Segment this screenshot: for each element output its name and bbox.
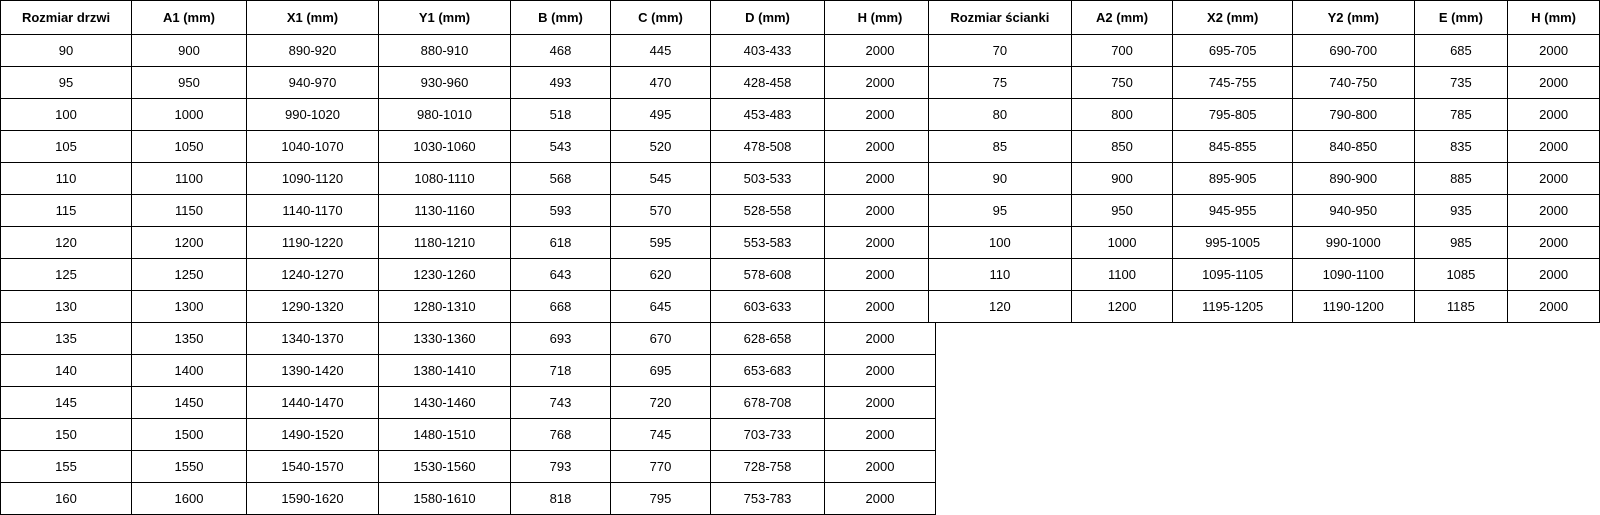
cell-h: 2000	[1508, 227, 1600, 259]
cell-y1: 1230-1260	[379, 259, 511, 291]
cell-e: 985	[1414, 227, 1508, 259]
cell-y2: 740-750	[1292, 67, 1414, 99]
cell-b: 768	[511, 419, 611, 451]
cell-c: 745	[611, 419, 711, 451]
cell-h: 2000	[825, 227, 936, 259]
cell-x2: 1195-1205	[1173, 291, 1293, 323]
cell-x2: 945-955	[1173, 195, 1293, 227]
cell-b: 743	[511, 387, 611, 419]
cell-h: 2000	[825, 323, 936, 355]
cell-b: 643	[511, 259, 611, 291]
cell-h: 2000	[825, 131, 936, 163]
cell-h: 2000	[1508, 291, 1600, 323]
cell-d: 603-633	[711, 291, 825, 323]
table-row	[1, 35, 936, 67]
cell-b: 518	[511, 99, 611, 131]
cell-rozmiar-scianki: 90	[929, 163, 1072, 195]
table-row	[929, 131, 1600, 163]
cell-d: 628-658	[711, 323, 825, 355]
cell-a2: 1100	[1071, 259, 1173, 291]
column-header-d: D (mm)	[711, 1, 825, 35]
table-row	[1, 67, 936, 99]
column-header-b: B (mm)	[511, 1, 611, 35]
cell-d: 753-783	[711, 483, 825, 515]
cell-e: 785	[1414, 99, 1508, 131]
cell-y1: 1530-1560	[379, 451, 511, 483]
cell-x2: 895-905	[1173, 163, 1293, 195]
cell-rozmiar-drzwi: 140	[1, 355, 132, 387]
table-row	[929, 291, 1600, 323]
table-row	[1, 131, 936, 163]
table-row	[1, 195, 936, 227]
cell-x2: 995-1005	[1173, 227, 1293, 259]
cell-rozmiar-drzwi: 110	[1, 163, 132, 195]
cell-c: 795	[611, 483, 711, 515]
column-header-rozmiar-scianki: Rozmiar ścianki	[929, 1, 1072, 35]
cell-x1: 1040-1070	[247, 131, 379, 163]
cell-d: 478-508	[711, 131, 825, 163]
cell-a1: 950	[132, 67, 247, 99]
cell-a1: 1400	[132, 355, 247, 387]
cell-rozmiar-scianki: 70	[929, 35, 1072, 67]
cell-rozmiar-drzwi: 120	[1, 227, 132, 259]
cell-y2: 1190-1200	[1292, 291, 1414, 323]
table-row	[1, 99, 936, 131]
cell-b: 543	[511, 131, 611, 163]
cell-rozmiar-drzwi: 160	[1, 483, 132, 515]
cell-rozmiar-scianki: 100	[929, 227, 1072, 259]
cell-rozmiar-scianki: 75	[929, 67, 1072, 99]
cell-c: 645	[611, 291, 711, 323]
cell-h: 2000	[825, 387, 936, 419]
cell-d: 403-433	[711, 35, 825, 67]
cell-a1: 900	[132, 35, 247, 67]
cell-rozmiar-scianki: 110	[929, 259, 1072, 291]
cell-e: 735	[1414, 67, 1508, 99]
cell-h: 2000	[825, 483, 936, 515]
cell-x2: 795-805	[1173, 99, 1293, 131]
cell-a1: 1500	[132, 419, 247, 451]
cell-c: 520	[611, 131, 711, 163]
walls-dimensions-table	[928, 0, 1600, 323]
cell-h: 2000	[825, 451, 936, 483]
cell-b: 718	[511, 355, 611, 387]
cell-y1: 1580-1610	[379, 483, 511, 515]
cell-x1: 1590-1620	[247, 483, 379, 515]
cell-rozmiar-drzwi: 125	[1, 259, 132, 291]
cell-h: 2000	[825, 419, 936, 451]
cell-d: 578-608	[711, 259, 825, 291]
cell-rozmiar-scianki: 80	[929, 99, 1072, 131]
cell-a2: 950	[1071, 195, 1173, 227]
cell-x2: 845-855	[1173, 131, 1293, 163]
cell-x2: 745-755	[1173, 67, 1293, 99]
walls-table-head	[929, 1, 1600, 35]
cell-x1: 1190-1220	[247, 227, 379, 259]
cell-rozmiar-drzwi: 100	[1, 99, 132, 131]
table-row	[1, 227, 936, 259]
cell-rozmiar-drzwi: 105	[1, 131, 132, 163]
cell-h: 2000	[825, 35, 936, 67]
cell-y1: 930-960	[379, 67, 511, 99]
cell-rozmiar-drzwi: 150	[1, 419, 132, 451]
column-header-h: H (mm)	[825, 1, 936, 35]
column-header-a2: A2 (mm)	[1071, 1, 1173, 35]
cell-h: 2000	[1508, 67, 1600, 99]
cell-c: 595	[611, 227, 711, 259]
cell-e: 835	[1414, 131, 1508, 163]
cell-h: 2000	[1508, 35, 1600, 67]
column-header-rozmiar-drzwi: Rozmiar drzwi	[1, 1, 132, 35]
cell-b: 818	[511, 483, 611, 515]
cell-a2: 850	[1071, 131, 1173, 163]
cell-a2: 1000	[1071, 227, 1173, 259]
column-header-x1: X1 (mm)	[247, 1, 379, 35]
cell-b: 468	[511, 35, 611, 67]
cell-y1: 1080-1110	[379, 163, 511, 195]
cell-y2: 990-1000	[1292, 227, 1414, 259]
cell-b: 593	[511, 195, 611, 227]
cell-rozmiar-scianki: 85	[929, 131, 1072, 163]
cell-h: 2000	[1508, 195, 1600, 227]
cell-rozmiar-scianki: 95	[929, 195, 1072, 227]
cell-d: 503-533	[711, 163, 825, 195]
cell-y1: 1430-1460	[379, 387, 511, 419]
cell-e: 1185	[1414, 291, 1508, 323]
cell-b: 493	[511, 67, 611, 99]
cell-d: 528-558	[711, 195, 825, 227]
cell-h: 2000	[825, 67, 936, 99]
cell-y1: 1130-1160	[379, 195, 511, 227]
cell-h: 2000	[825, 259, 936, 291]
cell-d: 453-483	[711, 99, 825, 131]
table-row	[1, 323, 936, 355]
cell-a1: 1200	[132, 227, 247, 259]
table-row	[1, 259, 936, 291]
cell-y2: 940-950	[1292, 195, 1414, 227]
cell-a1: 1600	[132, 483, 247, 515]
cell-a2: 800	[1071, 99, 1173, 131]
cell-x1: 890-920	[247, 35, 379, 67]
cell-a2: 900	[1071, 163, 1173, 195]
cell-y2: 890-900	[1292, 163, 1414, 195]
cell-y1: 880-910	[379, 35, 511, 67]
cell-x1: 1490-1520	[247, 419, 379, 451]
cell-rozmiar-drzwi: 135	[1, 323, 132, 355]
cell-x1: 1390-1420	[247, 355, 379, 387]
cell-y2: 840-850	[1292, 131, 1414, 163]
cell-a1: 1550	[132, 451, 247, 483]
column-header-x2: X2 (mm)	[1173, 1, 1293, 35]
cell-x1: 990-1020	[247, 99, 379, 131]
cell-a1: 1450	[132, 387, 247, 419]
cell-x2: 695-705	[1173, 35, 1293, 67]
cell-x1: 1290-1320	[247, 291, 379, 323]
cell-d: 703-733	[711, 419, 825, 451]
doors-table-body	[1, 35, 936, 515]
cell-y1: 1480-1510	[379, 419, 511, 451]
cell-c: 470	[611, 67, 711, 99]
cell-d: 653-683	[711, 355, 825, 387]
table-row	[1, 163, 936, 195]
cell-e: 1085	[1414, 259, 1508, 291]
cell-a1: 1000	[132, 99, 247, 131]
cell-x1: 1240-1270	[247, 259, 379, 291]
cell-a2: 1200	[1071, 291, 1173, 323]
cell-e: 685	[1414, 35, 1508, 67]
cell-y1: 1380-1410	[379, 355, 511, 387]
walls-dimensions-table-container	[928, 0, 1600, 323]
table-row	[929, 99, 1600, 131]
cell-b: 693	[511, 323, 611, 355]
cell-h: 2000	[1508, 131, 1600, 163]
cell-x1: 1340-1370	[247, 323, 379, 355]
cell-h: 2000	[825, 291, 936, 323]
cell-a1: 1300	[132, 291, 247, 323]
cell-b: 668	[511, 291, 611, 323]
cell-c: 445	[611, 35, 711, 67]
cell-h: 2000	[825, 99, 936, 131]
cell-a1: 1100	[132, 163, 247, 195]
cell-a1: 1250	[132, 259, 247, 291]
cell-a1: 1050	[132, 131, 247, 163]
cell-a2: 700	[1071, 35, 1173, 67]
cell-x1: 1440-1470	[247, 387, 379, 419]
cell-y1: 1330-1360	[379, 323, 511, 355]
cell-x1: 1140-1170	[247, 195, 379, 227]
cell-b: 568	[511, 163, 611, 195]
column-header-y2: Y2 (mm)	[1292, 1, 1414, 35]
table-row	[929, 67, 1600, 99]
cell-y2: 690-700	[1292, 35, 1414, 67]
cell-rozmiar-drzwi: 145	[1, 387, 132, 419]
table-row	[929, 259, 1600, 291]
cell-x2: 1095-1105	[1173, 259, 1293, 291]
table-header-row	[1, 1, 936, 35]
cell-e: 935	[1414, 195, 1508, 227]
walls-table-body	[929, 35, 1600, 323]
table-row	[929, 35, 1600, 67]
doors-table-head	[1, 1, 936, 35]
cell-y1: 1180-1210	[379, 227, 511, 259]
column-header-h: H (mm)	[1508, 1, 1600, 35]
table-row	[1, 451, 936, 483]
cell-h: 2000	[1508, 259, 1600, 291]
cell-e: 885	[1414, 163, 1508, 195]
cell-d: 553-583	[711, 227, 825, 259]
cell-x1: 940-970	[247, 67, 379, 99]
cell-c: 545	[611, 163, 711, 195]
cell-d: 428-458	[711, 67, 825, 99]
cell-c: 495	[611, 99, 711, 131]
cell-y1: 980-1010	[379, 99, 511, 131]
cell-b: 793	[511, 451, 611, 483]
cell-y1: 1280-1310	[379, 291, 511, 323]
cell-c: 770	[611, 451, 711, 483]
cell-rozmiar-drzwi: 115	[1, 195, 132, 227]
cell-a2: 750	[1071, 67, 1173, 99]
cell-h: 2000	[825, 355, 936, 387]
table-row	[929, 227, 1600, 259]
cell-y2: 1090-1100	[1292, 259, 1414, 291]
table-row	[1, 387, 936, 419]
cell-b: 618	[511, 227, 611, 259]
table-row	[929, 195, 1600, 227]
cell-d: 678-708	[711, 387, 825, 419]
cell-c: 720	[611, 387, 711, 419]
cell-x1: 1540-1570	[247, 451, 379, 483]
column-header-e: E (mm)	[1414, 1, 1508, 35]
cell-c: 570	[611, 195, 711, 227]
cell-y2: 790-800	[1292, 99, 1414, 131]
cell-y1: 1030-1060	[379, 131, 511, 163]
cell-h: 2000	[825, 163, 936, 195]
cell-d: 728-758	[711, 451, 825, 483]
cell-x1: 1090-1120	[247, 163, 379, 195]
column-header-y1: Y1 (mm)	[379, 1, 511, 35]
table-header-row	[929, 1, 1600, 35]
cell-h: 2000	[1508, 99, 1600, 131]
column-header-c: C (mm)	[611, 1, 711, 35]
table-row	[1, 355, 936, 387]
cell-rozmiar-drzwi: 90	[1, 35, 132, 67]
cell-c: 695	[611, 355, 711, 387]
cell-rozmiar-drzwi: 130	[1, 291, 132, 323]
cell-a1: 1150	[132, 195, 247, 227]
cell-rozmiar-drzwi: 95	[1, 67, 132, 99]
column-header-a1: A1 (mm)	[132, 1, 247, 35]
cell-rozmiar-drzwi: 155	[1, 451, 132, 483]
cell-c: 670	[611, 323, 711, 355]
table-row	[1, 419, 936, 451]
cell-h: 2000	[1508, 163, 1600, 195]
table-row	[1, 291, 936, 323]
cell-c: 620	[611, 259, 711, 291]
table-row	[929, 163, 1600, 195]
cell-a1: 1350	[132, 323, 247, 355]
table-row	[1, 483, 936, 515]
cell-h: 2000	[825, 195, 936, 227]
cell-rozmiar-scianki: 120	[929, 291, 1072, 323]
